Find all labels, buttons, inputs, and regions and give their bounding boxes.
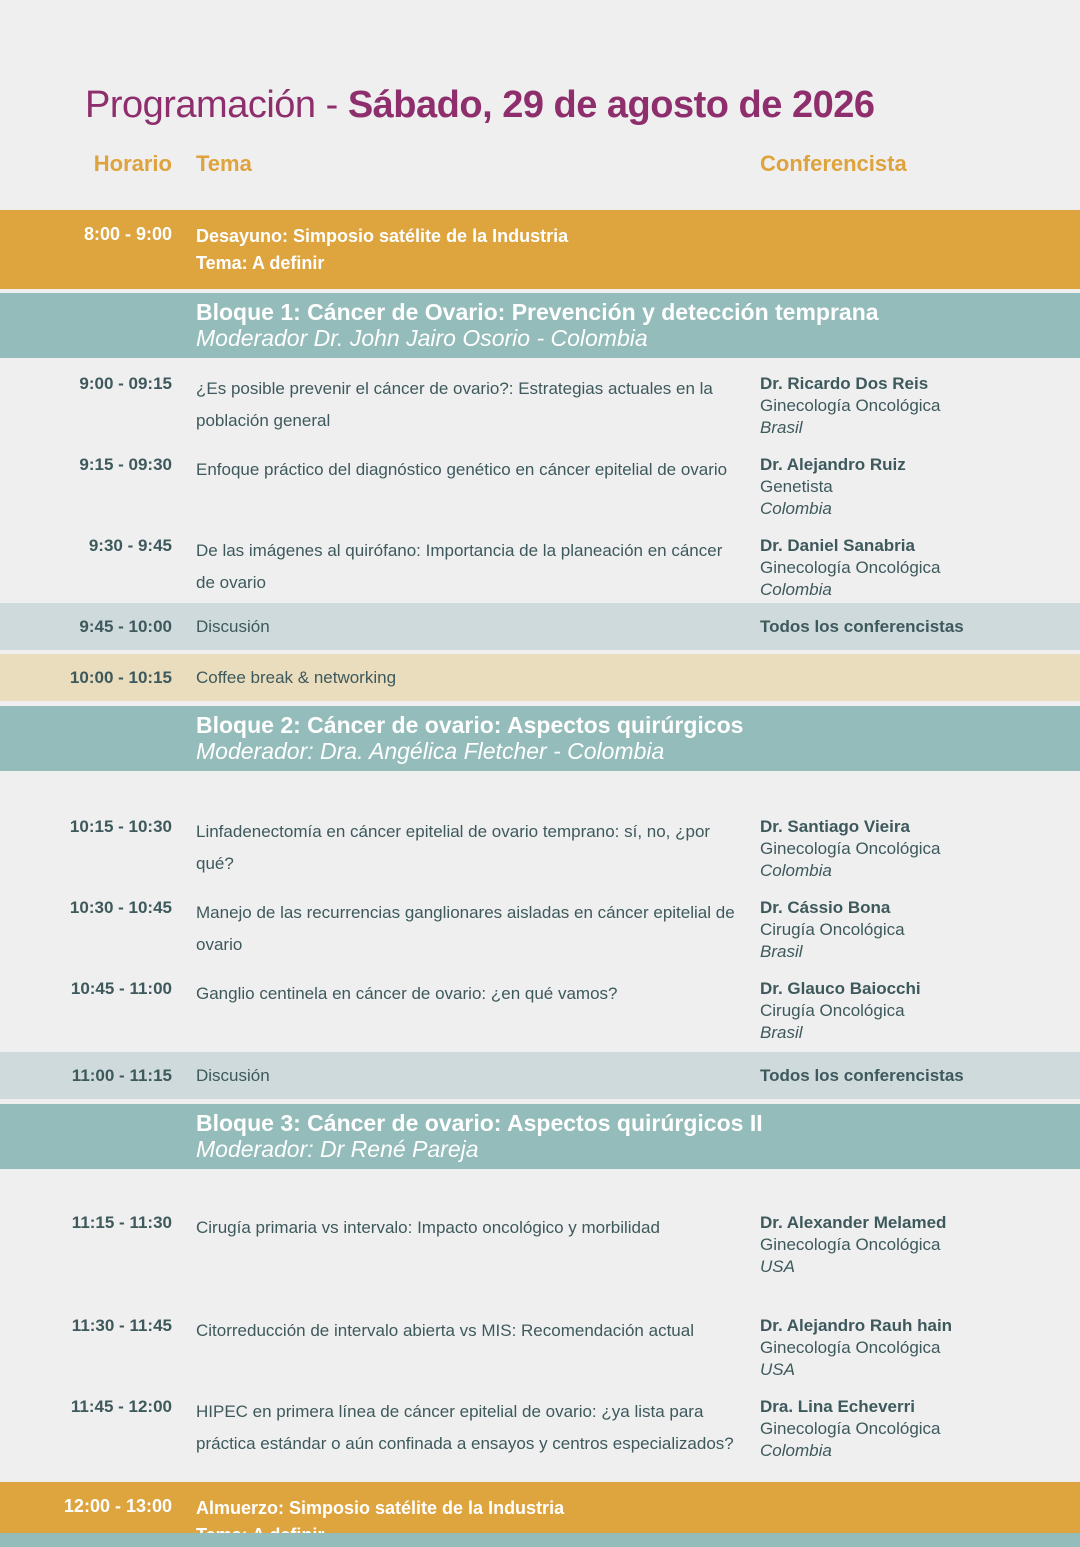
speaker-info — [736, 897, 1080, 963]
break-time: 12:00 - 13:00 — [63, 1496, 172, 1516]
speaker-specialty: Ginecología Oncológica — [760, 1338, 941, 1357]
schedule-row-session — [0, 520, 1080, 601]
schedule-row-discussion — [0, 603, 1080, 650]
session-time: 11:15 - 11:30 — [71, 1213, 172, 1232]
session-time: 9:15 - 09:30 — [79, 455, 172, 474]
speaker-name: Dra. Lina Echeverri — [760, 1397, 915, 1416]
session-topic: HIPEC en primera línea de cáncer epitelial de ovario: ¿ya lista para práctica estándar o aún confinada a ensayos y centros especializados? — [196, 1402, 734, 1453]
schedule-row-block — [0, 706, 1080, 771]
speaker-country: Brasil — [760, 942, 803, 961]
schedule-rows — [0, 210, 1080, 1547]
session-topic: Manejo de las recurrencias ganglionares aisladas en cáncer epitelial de ovario — [196, 903, 735, 954]
break-time: 8:00 - 9:00 — [83, 224, 172, 244]
block-header — [172, 1110, 1080, 1162]
speaker-country: Colombia — [760, 861, 832, 880]
schedule-row-session — [0, 1300, 1080, 1381]
speaker-info — [736, 1315, 1080, 1381]
speaker-name: Dr. Ricardo Dos Reis — [760, 374, 929, 393]
column-header-horario: Horario — [93, 151, 172, 176]
speaker-info — [736, 816, 1080, 882]
break-description — [172, 223, 1080, 277]
speaker-name: Dr. Alejandro Ruiz — [760, 455, 906, 474]
session-topic: ¿Es posible prevenir el cáncer de ovario?: Estrategias actuales en la población general — [196, 379, 713, 430]
speaker-info — [736, 978, 1080, 1044]
speaker-specialty: Ginecología Oncológica — [760, 396, 941, 415]
speaker-specialty: Cirugía Oncológica — [760, 1001, 905, 1020]
discussion-speakers: Todos los conferencistas — [760, 617, 964, 636]
speaker-country: USA — [760, 1360, 795, 1379]
session-topic: Discusión — [196, 617, 270, 636]
session-topic: Discusión — [196, 1066, 270, 1085]
session-time: 11:45 - 12:00 — [70, 1397, 172, 1416]
block-header — [172, 299, 1080, 351]
column-header-conferencista: Conferencista — [760, 151, 907, 176]
discussion-speakers: Todos los conferencistas — [760, 1066, 964, 1085]
speaker-name: Dr. Alejandro Rauh hain — [760, 1316, 953, 1335]
column-header-tema: Tema — [196, 151, 252, 176]
block-title: Bloque 3: Cáncer de ovario: Aspectos quirúrgicos II — [196, 1110, 763, 1136]
schedule-row-session — [0, 1381, 1080, 1462]
session-time: 10:00 - 10:15 — [69, 668, 172, 687]
speaker-specialty: Genetista — [760, 477, 833, 496]
speaker-name: Dr. Santiago Vieira — [760, 817, 910, 836]
session-topic: Linfadenectomía en cáncer epitelial de ovario temprano: sí, no, ¿por qué? — [196, 822, 711, 873]
footer-accent-bar — [0, 1533, 1080, 1547]
block-header — [172, 712, 1080, 764]
schedule-row-coffee — [0, 654, 1080, 701]
schedule-row-discussion — [0, 1052, 1080, 1099]
page-title — [85, 84, 1080, 127]
session-topic: Coffee break & networking — [196, 668, 397, 687]
speaker-name: Dr. Cássio Bona — [760, 898, 891, 917]
speaker-country: USA — [760, 1257, 795, 1276]
speaker-specialty: Ginecología Oncológica — [760, 558, 941, 577]
schedule-row-block — [0, 293, 1080, 358]
block-title: Bloque 1: Cáncer de Ovario: Prevención y detección temprana — [196, 299, 879, 325]
session-time: 9:00 - 09:15 — [79, 374, 172, 393]
speaker-specialty: Cirugía Oncológica — [760, 920, 905, 939]
session-time: 10:15 - 10:30 — [69, 817, 172, 836]
speaker-country: Colombia — [760, 1441, 832, 1460]
speaker-country: Brasil — [760, 418, 803, 437]
block-moderator: Moderador: Dr René Pareja — [196, 1136, 479, 1162]
speaker-info — [736, 1212, 1080, 1278]
session-topic: Cirugía primaria vs intervalo: Impacto oncológico y morbilidad — [196, 1218, 660, 1237]
break-line-2: Tema: A definir — [196, 253, 325, 273]
schedule-row-session — [0, 801, 1080, 882]
session-time: 9:30 - 9:45 — [88, 536, 172, 555]
speaker-country: Colombia — [760, 580, 832, 599]
speaker-name: Dr. Glauco Baiocchi — [760, 979, 921, 998]
session-time: 11:30 - 11:45 — [71, 1316, 172, 1335]
session-time: 10:30 - 10:45 — [69, 898, 172, 917]
speaker-country: Colombia — [760, 499, 832, 518]
speaker-specialty: Ginecología Oncológica — [760, 1235, 941, 1254]
speaker-specialty: Ginecología Oncológica — [760, 839, 941, 858]
schedule-row-session — [0, 963, 1080, 1044]
page-title-prefix: Programación - — [85, 84, 348, 126]
block-moderator: Moderador: Dra. Angélica Fletcher - Colombia — [196, 738, 665, 764]
session-topic: Ganglio centinela en cáncer de ovario: ¿en qué vamos? — [196, 984, 618, 1003]
schedule-row-break — [0, 210, 1080, 289]
schedule-row-session — [0, 439, 1080, 520]
schedule-row-session — [0, 882, 1080, 963]
page-title-date: Sábado, 29 de agosto de 2026 — [347, 84, 875, 126]
block-title: Bloque 2: Cáncer de ovario: Aspectos quirúrgicos — [196, 712, 744, 738]
schedule-row-session — [0, 1197, 1080, 1278]
session-topic: Enfoque práctico del diagnóstico genético en cáncer epitelial de ovario — [196, 460, 728, 479]
schedule-row-session — [0, 358, 1080, 439]
speaker-info — [736, 1396, 1080, 1462]
speaker-specialty: Ginecología Oncológica — [760, 1419, 941, 1438]
session-topic: De las imágenes al quirófano: Importancia de la planeación en cáncer de ovario — [196, 541, 723, 592]
session-topic: Citorreducción de intervalo abierta vs MIS: Recomendación actual — [196, 1321, 694, 1340]
break-line-1: Almuerzo: Simposio satélite de la Industria — [196, 1498, 565, 1518]
speaker-info — [736, 373, 1080, 439]
speaker-name: Dr. Daniel Sanabria — [760, 536, 915, 555]
speaker-country: Brasil — [760, 1023, 803, 1042]
block-moderator: Moderador Dr. John Jairo Osorio - Colombia — [196, 325, 648, 351]
schedule-row-block — [0, 1104, 1080, 1169]
session-time: 10:45 - 11:00 — [70, 979, 172, 998]
session-time: 11:00 - 11:15 — [71, 1066, 172, 1085]
break-line-1: Desayuno: Simposio satélite de la Industria — [196, 226, 569, 246]
session-time: 9:45 - 10:00 — [79, 617, 172, 636]
speaker-info — [736, 454, 1080, 520]
column-headers — [0, 151, 1080, 177]
speaker-name: Dr. Alexander Melamed — [760, 1213, 947, 1232]
speaker-info — [736, 535, 1080, 601]
